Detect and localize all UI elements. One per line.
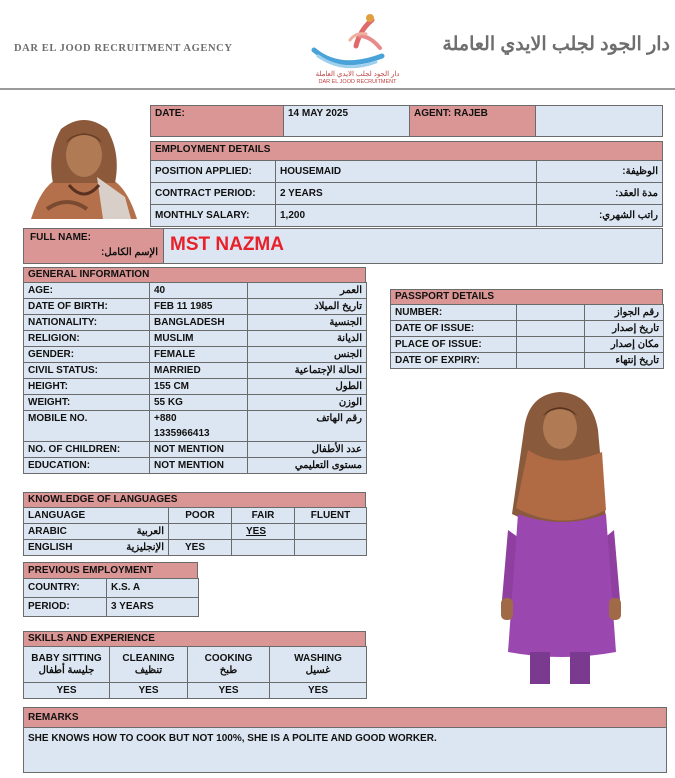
table-row [24,363,367,379]
table-row [24,598,199,617]
poor-value: YES [169,540,232,556]
table-row [24,579,199,598]
previous-employment-table [23,578,199,617]
skill-name: BABY SITTING [31,652,102,664]
language-name-ar: العربية [136,525,164,537]
employment-label-ar: راتب الشهري: [536,204,663,227]
field-label-ar: تاريخ إنتهاء [585,353,664,369]
field-value: BANGLADESH [150,315,248,331]
field-label: COUNTRY: [24,579,107,598]
field-label-ar: رقم الهاتف [248,411,367,442]
table-row [24,283,367,299]
language-cell [24,524,169,540]
field-value: MUSLIM [150,331,248,347]
column-header: LANGUAGE [24,508,169,524]
employment-label: CONTRACT PERIOD: [150,182,276,205]
skill-value: YES [270,683,367,699]
field-label: EDUCATION: [24,458,150,474]
employment-label-ar: مدة العقد: [536,182,663,205]
agency-logo [300,10,415,88]
column-header: FLUENT [295,508,367,524]
skill-name: COOKING [204,652,253,664]
language-cell [24,540,169,556]
field-label: CIVIL STATUS: [24,363,150,379]
field-label-ar: الجنس [248,347,367,363]
field-value: MARRIED [150,363,248,379]
field-label: NUMBER: [391,305,517,321]
table-row [24,331,367,347]
skill-name: WASHING [294,652,342,664]
field-value: 55 KG [150,395,248,411]
field-value: K.S. A [107,579,199,598]
field-label-ar: تاريخ الميلاد [248,299,367,315]
column-header: FAIR [232,508,295,524]
field-label: HEIGHT: [24,379,150,395]
field-label-ar: عدد الأطفال [248,442,367,458]
full-name-label-cell [23,228,164,264]
table-row [391,305,664,321]
date-label: DATE: [150,105,284,137]
field-value: 3 YEARS [107,598,199,617]
skill-header [24,647,110,683]
remarks-text: SHE KNOWS HOW TO COOK BUT NOT 100%, SHE IS A POLITE AND GOOD WORKER. [23,727,667,773]
field-label: DATE OF ISSUE: [391,321,517,337]
field-value: 155 CM [150,379,248,395]
field-label: NATIONALITY: [24,315,150,331]
skill-value: YES [110,683,188,699]
field-label-ar: الديانة [248,331,367,347]
skill-name: CLEANING [122,652,175,664]
fluent-value [295,524,367,540]
mobile-number: 1335966413 [154,428,210,439]
skills-value-row [24,683,367,699]
table-row [24,458,367,474]
field-value: FEMALE [150,347,248,363]
field-label: DATE OF EXPIRY: [391,353,517,369]
general-info-title: GENERAL INFORMATION [23,267,366,283]
field-value: 40 [150,283,248,299]
field-value: NOT MENTION [150,442,248,458]
fair-value: YES [232,524,295,540]
field-label-ar: الحالة الإجتماعية [248,363,367,379]
skill-name-ar: تنظيف [134,664,163,676]
language-name-ar: الإنجليزية [126,541,164,553]
agent-value [535,105,663,137]
field-label-ar: مستوى التعليمي [248,458,367,474]
employment-value: 1,200 [275,204,537,227]
agency-name-ar: دار الجود لجلب الايدي العاملة [442,34,670,55]
field-label-ar: مكان إصدار [585,337,664,353]
agency-name-en: DAR EL JOOD RECRUITMENT AGENCY [14,43,233,54]
passport-title: PASSPORT DETAILS [390,289,663,305]
field-value: FEB 11 1985 [150,299,248,315]
table-row [24,540,367,556]
field-label-ar: الجنسية [248,315,367,331]
full-name-label: FULL NAME: [30,232,91,243]
passport-table [390,304,664,369]
languages-title: KNOWLEDGE OF LANGUAGES [23,492,366,508]
field-label: NO. OF CHILDREN: [24,442,150,458]
table-row [24,524,367,540]
skills-table [23,646,367,699]
skill-header [270,647,367,683]
skill-value: YES [188,683,270,699]
table-row [24,379,367,395]
field-label: PLACE OF ISSUE: [391,337,517,353]
field-label-ar: الطول [248,379,367,395]
table-row [24,442,367,458]
agent-label: AGENT: RAJEB [409,105,536,137]
employment-label: MONTHLY SALARY: [150,204,276,227]
field-value [150,411,248,442]
table-row [24,411,367,442]
candidate-photo-small [27,113,141,219]
employment-value: 2 YEARS [275,182,537,205]
field-value [517,337,585,353]
poor-value [169,524,232,540]
field-value [517,305,585,321]
field-label-ar: تاريخ إصدار [585,321,664,337]
field-label: WEIGHT: [24,395,150,411]
skill-name-ar: غسيل [305,664,331,676]
candidate-photo-full [498,390,628,690]
logo-text-en: DAR EL JOOD RECRUITMENT [318,79,397,85]
table-row [391,337,664,353]
field-label: GENDER: [24,347,150,363]
languages-table [23,507,367,556]
field-label: PERIOD: [24,598,107,617]
field-value: NOT MENTION [150,458,248,474]
field-label-ar: الوزن [248,395,367,411]
date-value: 14 MAY 2025 [283,105,410,137]
language-name: ENGLISH [28,541,73,553]
table-row [24,347,367,363]
mobile-prefix: +880 [154,413,177,424]
remarks-title: REMARKS [23,707,667,728]
fluent-value [295,540,367,556]
language-name: ARABIC [28,525,67,537]
general-info-table [23,282,367,474]
header-divider [0,88,675,90]
employment-value: HOUSEMAID [275,160,537,183]
full-name-label-ar: الإسم الكامل: [101,247,158,258]
employment-label: POSITION APPLIED: [150,160,276,183]
skill-name-ar: طبخ [219,664,238,676]
employment-label-ar: الوظيفة: [536,160,663,183]
table-row [391,353,664,369]
field-label: MOBILE NO. [24,411,150,442]
table-row [24,299,367,315]
field-label: RELIGION: [24,331,150,347]
skills-title: SKILLS AND EXPERIENCE [23,631,366,647]
logo-text-ar: دار الجود لجلب الايدي العاملة [315,71,400,78]
field-label: AGE: [24,283,150,299]
table-header-row [24,508,367,524]
previous-employment-title: PREVIOUS EMPLOYMENT [23,562,198,579]
full-name-value: MST NAZMA [163,228,663,264]
table-row [24,395,367,411]
field-value [517,353,585,369]
skill-header [188,647,270,683]
skill-header [110,647,188,683]
table-row [24,315,367,331]
column-header: POOR [169,508,232,524]
field-label-ar: العمر [248,283,367,299]
employment-title: EMPLOYMENT DETAILS [150,141,663,161]
fair-value [232,540,295,556]
skill-value: YES [24,683,110,699]
field-label: DATE OF BIRTH: [24,299,150,315]
field-value [517,321,585,337]
agency-logo-icon [300,10,415,72]
field-label-ar: رقم الجواز [585,305,664,321]
table-row [391,321,664,337]
skill-name-ar: جليسة أطفال [38,664,95,676]
skills-header-row [24,647,367,683]
